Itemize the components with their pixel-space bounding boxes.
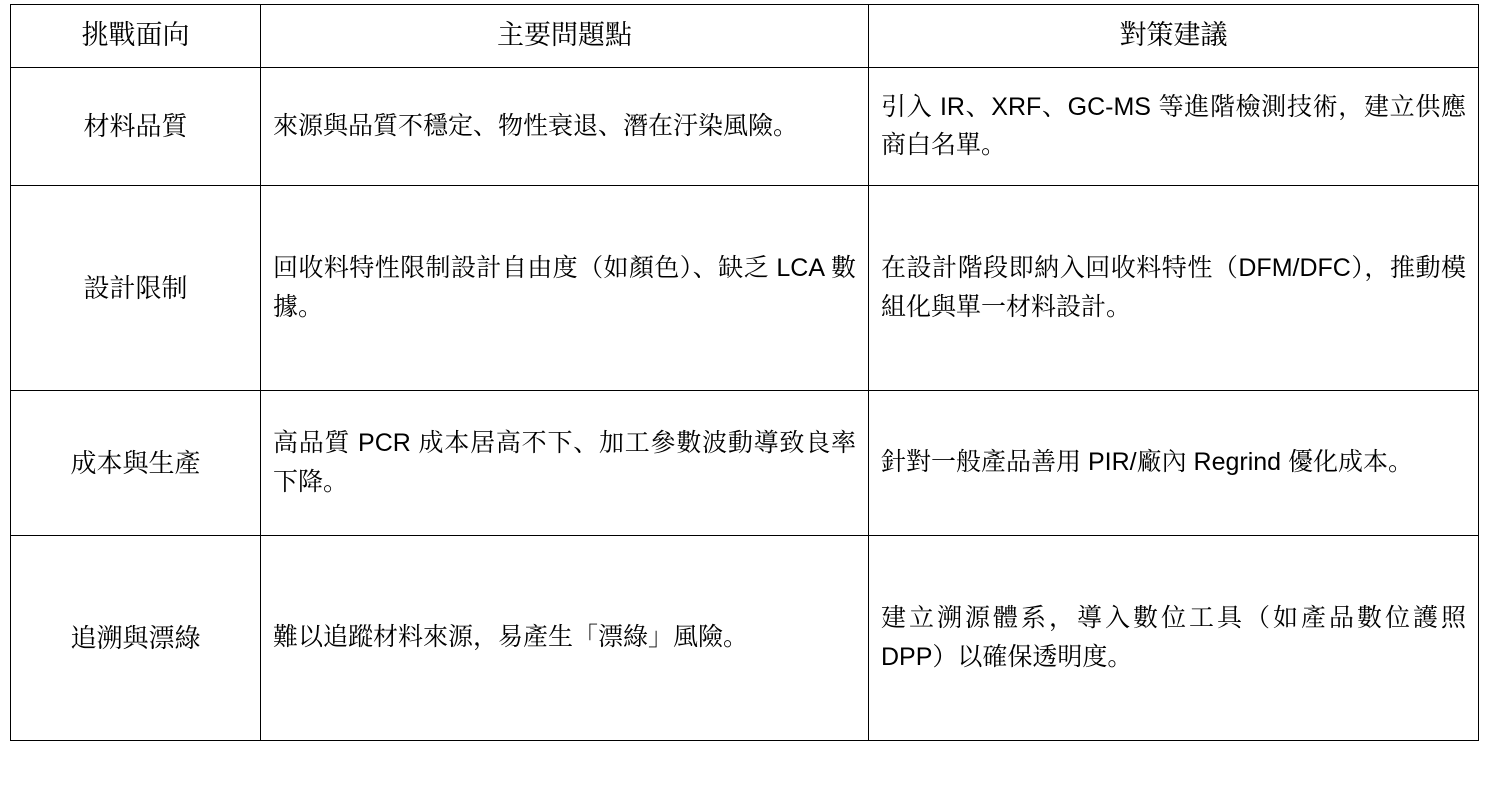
cell-problem-design-constraints: 回收料特性限制設計自由度（如顏色）、缺乏 LCA 數據。 [261, 185, 869, 390]
table-row [11, 185, 1479, 390]
cell-problem-traceability-greenwashing: 難以追蹤材料來源，易產生「漂綠」風險。 [261, 535, 869, 740]
cell-suggestion-traceability-greenwashing: 建立溯源體系，導入數位工具（如產品數位護照 DPP）以確保透明度。 [869, 535, 1479, 740]
cell-axis-material-quality: 材料品質 [11, 67, 261, 185]
cell-axis-cost-production: 成本與生產 [11, 390, 261, 535]
table-row [11, 535, 1479, 740]
cell-suggestion-design-constraints: 在設計階段即納入回收料特性（DFM/DFC），推動模組化與單一材料設計。 [869, 185, 1479, 390]
table-header [11, 5, 1479, 68]
challenge-countermeasure-table [10, 4, 1479, 741]
cell-suggestion-material-quality: 引入 IR、XRF、GC-MS 等進階檢測技術，建立供應商白名單。 [869, 67, 1479, 185]
table-header-row [11, 5, 1479, 68]
column-header-key-issues: 主要問題點 [261, 5, 869, 68]
cell-suggestion-cost-production: 針對一般產品善用 PIR/廠內 Regrind 優化成本。 [869, 390, 1479, 535]
cell-problem-material-quality: 來源與品質不穩定、物性衰退、潛在汙染風險。 [261, 67, 869, 185]
column-header-countermeasures: 對策建議 [869, 5, 1479, 68]
table-row [11, 390, 1479, 535]
cell-problem-cost-production: 高品質 PCR 成本居高不下、加工參數波動導致良率下降。 [261, 390, 869, 535]
table-row [11, 67, 1479, 185]
cell-axis-traceability-greenwashing: 追溯與漂綠 [11, 535, 261, 740]
column-header-challenge-axis: 挑戰面向 [11, 5, 261, 68]
cell-axis-design-constraints: 設計限制 [11, 185, 261, 390]
table-body [11, 67, 1479, 740]
